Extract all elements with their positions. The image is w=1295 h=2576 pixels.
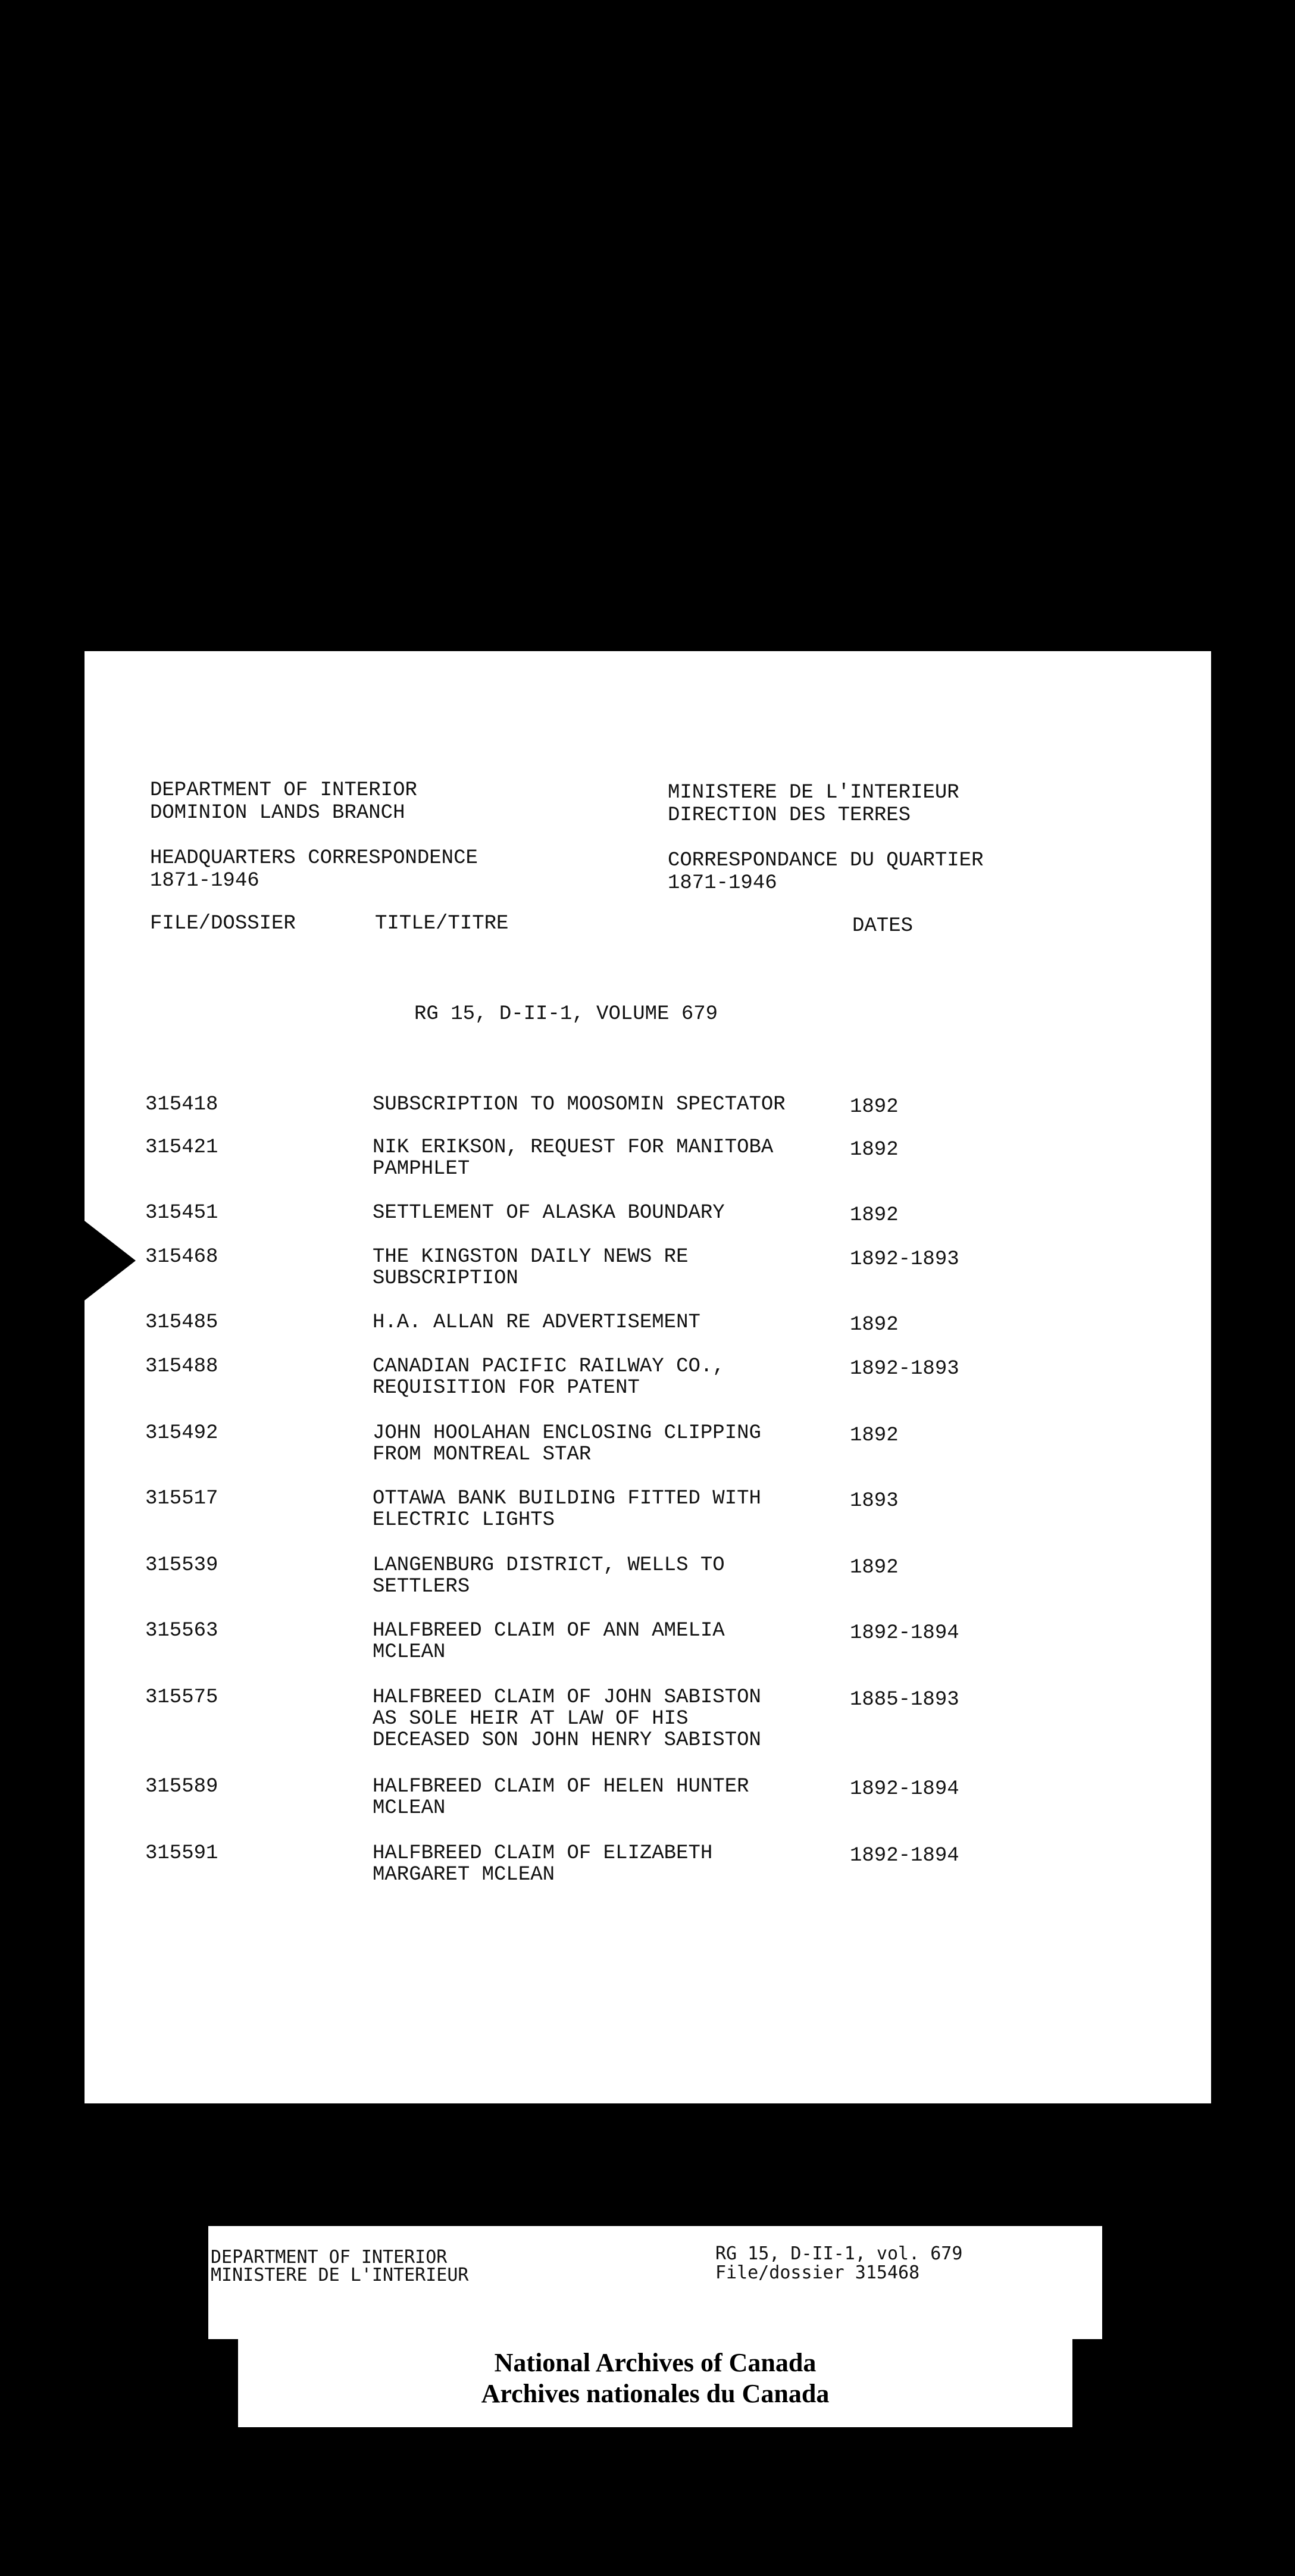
file-dates: 1892 [850,1096,899,1118]
volume-heading: RG 15, D-II-1, VOLUME 679 [414,1003,718,1026]
file-dates: 1892-1893 [850,1248,959,1271]
file-dates: 1892-1894 [850,1778,959,1800]
file-number: 315485 [145,1311,218,1334]
dept-name-en: DEPARTMENT OF INTERIOR [150,779,417,802]
column-header-dates: DATES [852,915,914,937]
file-dates: 1892-1894 [850,1622,959,1645]
column-header-title: TITLE/TITRE [375,912,509,935]
file-title: THE KINGSTON DAILY NEWS RE SUBSCRIPTION [373,1246,689,1290]
file-number: 315418 [145,1093,218,1116]
file-title: H.A. ALLAN RE ADVERTISEMENT [373,1311,700,1334]
file-dates: 1892 [850,1424,899,1447]
file-number: 315575 [145,1686,218,1709]
file-number: 315589 [145,1775,218,1798]
file-title: OTTAWA BANK BUILDING FITTED WITH ELECTRIC LIGHTS [373,1487,761,1531]
file-title: HALFBREED CLAIM OF ANN AMELIA MCLEAN [373,1620,725,1664]
archives-stamp [238,2338,1072,2427]
file-number: 315488 [145,1355,218,1378]
file-number: 315451 [145,1202,218,1224]
archives-name-fr: Archives nationales du Canada [481,2379,830,2408]
branch-name-en: DOMINION LANDS BRANCH [150,802,405,824]
file-title: HALFBREED CLAIM OF HELEN HUNTER MCLEAN [373,1775,749,1820]
series-title-fr: CORRESPONDANCE DU QUARTIER [668,849,984,872]
file-dates: 1892-1893 [850,1358,959,1380]
file-dates: 1892 [850,1204,899,1227]
file-title: SETTLEMENT OF ALASKA BOUNDARY [373,1202,725,1224]
series-title-en: HEADQUARTERS CORRESPONDENCE [150,847,478,870]
file-title: LANGENBURG DISTRICT, WELLS TO SETTLERS [373,1554,725,1598]
file-dates: 1885-1893 [850,1689,959,1711]
file-number: 315539 [145,1554,218,1577]
file-dates: 1892 [850,1314,899,1336]
label-file-number: File/dossier 315468 [715,2262,920,2283]
label-volume: RG 15, D-II-1, vol. 679 [715,2243,963,2264]
file-number: 315591 [145,1842,218,1865]
file-title: SUBSCRIPTION TO MOOSOMIN SPECTATOR [373,1093,786,1116]
file-dates: 1892-1894 [850,1845,959,1867]
file-number: 315517 [145,1487,218,1510]
file-number: 315421 [145,1136,218,1159]
file-title: HALFBREED CLAIM OF ELIZABETH MARGARET MCLEAN [373,1842,713,1886]
file-label [208,2226,1102,2339]
file-title: CANADIAN PACIFIC RAILWAY CO., REQUISITION FOR PATENT [373,1355,725,1399]
file-title: HALFBREED CLAIM OF JOHN SABISTON AS SOLE HEIR AT LAW OF HIS DECEASED SON JOHN HENRY SABISTON [373,1686,761,1752]
column-header-file: FILE/DOSSIER [150,912,296,935]
dept-name-fr: MINISTERE DE L'INTERIEUR [668,781,959,804]
label-dept-en: DEPARTMENT OF INTERIOR [211,2247,448,2268]
branch-name-fr: DIRECTION DES TERRES [668,804,911,827]
archives-name-en: National Archives of Canada [494,2348,817,2377]
file-dates: 1892 [850,1139,899,1161]
file-dates: 1892 [850,1556,899,1579]
file-title: NIK ERIKSON, REQUEST FOR MANITOBA PAMPHLET [373,1136,774,1180]
file-number: 315563 [145,1620,218,1642]
series-dates-fr: 1871-1946 [668,872,777,895]
file-title: JOHN HOOLAHAN ENCLOSING CLIPPING FROM MONTREAL STAR [373,1422,761,1466]
file-number: 315492 [145,1422,218,1445]
label-dept-fr: MINISTERE DE L'INTERIEUR [211,2265,469,2286]
page-notch [82,1219,136,1302]
file-number: 315468 [145,1246,218,1268]
series-dates-en: 1871-1946 [150,870,259,892]
file-dates: 1893 [850,1490,899,1512]
